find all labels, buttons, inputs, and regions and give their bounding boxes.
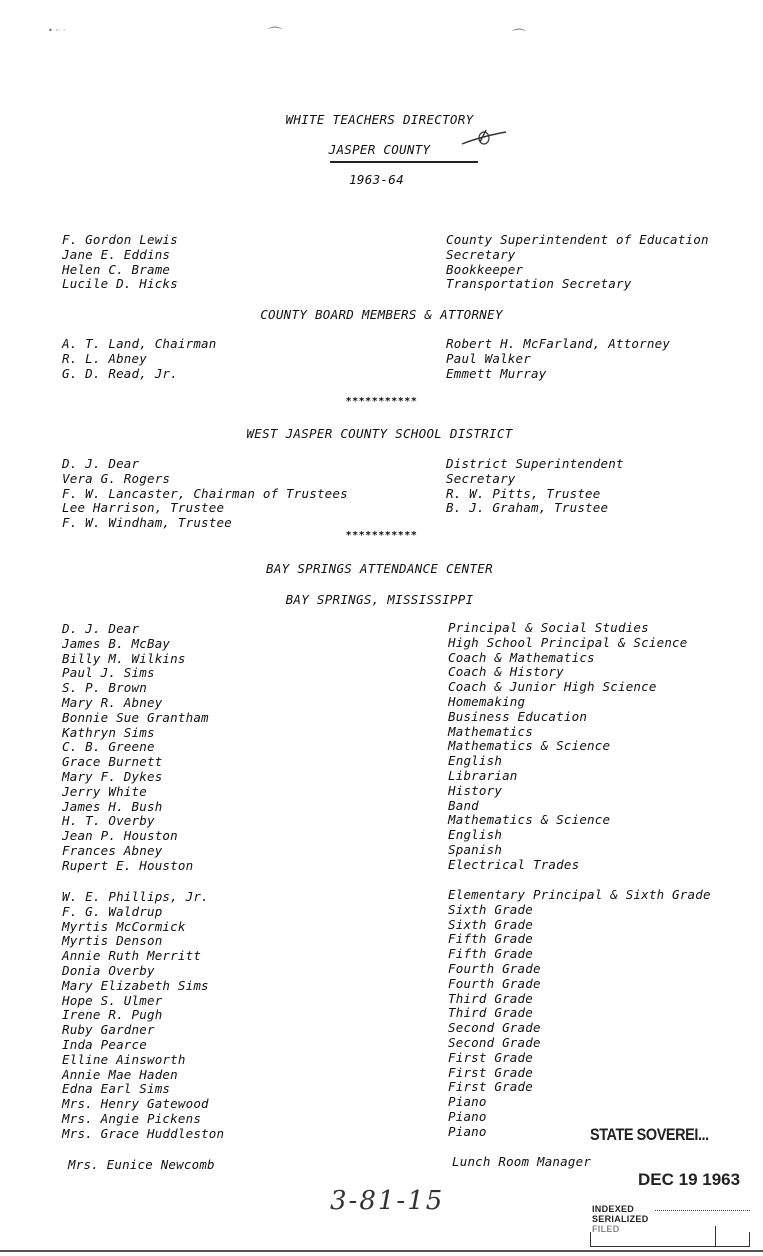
list-item: F. Gordon Lewis <box>62 232 178 247</box>
list-item: Billy M. Wilkins <box>62 650 186 666</box>
list-item: Secretary <box>446 246 516 262</box>
list-item: First Grade <box>448 1049 533 1065</box>
list-item: Fourth Grade <box>448 975 541 991</box>
lunch-manager-name: Mrs. Eunice Newcomb <box>68 1157 215 1172</box>
list-item: Kathryn Sims <box>62 724 155 740</box>
center-location: BAY SPRINGS, MISSISSIPPI <box>285 592 474 607</box>
list-item: Jerry White <box>62 783 147 799</box>
elementary-names <box>62 890 224 1142</box>
stamp-indexed: INDEXED <box>592 1204 635 1214</box>
list-item: Paul J. Sims <box>62 665 155 681</box>
center-heading: BAY SPRINGS ATTENDANCE CENTER <box>266 561 493 576</box>
high-roles <box>448 621 688 873</box>
list-item: High School Principal & Science <box>448 634 688 650</box>
list-item: Band <box>448 797 479 813</box>
list-item: Lucile D. Hicks <box>62 276 178 292</box>
list-item: First Grade <box>448 1064 533 1080</box>
list-item: F. W. Lancaster, Chairman of Trustees <box>62 485 348 501</box>
list-item: Ruby Gardner <box>62 1022 155 1038</box>
district-left <box>62 457 348 531</box>
stamp-serialized: SERIALIZED <box>592 1214 649 1224</box>
list-item: Mary Elizabeth Sims <box>62 977 209 993</box>
list-item: Mary F. Dykes <box>62 768 163 784</box>
list-item: Inda Pearce <box>62 1036 147 1052</box>
list-item: Grace Burnett <box>62 754 163 770</box>
list-item: Robert H. McFarland, Attorney <box>446 336 671 351</box>
list-item: Lee Harrison, Trustee <box>62 500 225 516</box>
county-title: JASPER COUNTY <box>328 142 431 157</box>
bottom-edge-line <box>0 1250 763 1252</box>
list-item: Business Education <box>448 708 588 724</box>
list-item: R. W. Pitts, Trustee <box>446 485 601 501</box>
list-item: C. B. Greene <box>62 739 155 755</box>
list-item: Annie Mae Haden <box>62 1066 178 1082</box>
list-item: Mrs. Angie Pickens <box>62 1110 202 1126</box>
list-item: Frances Abney <box>62 842 163 858</box>
handwritten-tick <box>458 126 510 154</box>
stamp-box <box>590 1232 750 1247</box>
list-item: Mathematics & Science <box>448 812 611 828</box>
list-item: Second Grade <box>448 1034 541 1050</box>
stamp-box-divider <box>715 1226 716 1246</box>
list-item: R. L. Abney <box>62 350 147 366</box>
list-item: W. E. Phillips, Jr. <box>62 889 209 904</box>
list-item: Mathematics <box>448 723 533 739</box>
list-item: Mathematics & Science <box>448 738 611 754</box>
handwritten-file-number: 3-81-15 <box>330 1186 445 1216</box>
list-item: D. J. Dear <box>62 456 140 471</box>
list-item: S. P. Brown <box>62 680 147 696</box>
list-item: Emmett Murray <box>446 365 547 381</box>
header-rule <box>330 161 478 163</box>
list-item: Mrs. Grace Huddleston <box>62 1125 225 1141</box>
list-item: Fifth Grade <box>448 946 533 962</box>
list-item: Transportation Secretary <box>446 276 632 292</box>
list-item: Second Grade <box>448 1020 541 1036</box>
list-item: Coach & History <box>448 664 564 680</box>
list-item: Elementary Principal & Sixth Grade <box>448 887 711 902</box>
list-item: Librarian <box>448 767 518 783</box>
list-item: Myrtis McCormick <box>62 918 186 934</box>
list-item: Coach & Junior High Science <box>448 679 657 695</box>
list-item: Sixth Grade <box>448 901 533 917</box>
list-item: Principal & Social Studies <box>448 620 649 635</box>
directory-title: WHITE TEACHERS DIRECTORY <box>285 112 474 127</box>
elementary-roles <box>448 888 711 1140</box>
list-item: Annie Ruth Merritt <box>62 948 202 964</box>
separator: *********** <box>345 396 418 407</box>
district-heading: WEST JASPER COUNTY SCHOOL DISTRICT <box>246 426 513 441</box>
scan-mark: • ·· · <box>48 26 66 35</box>
list-item: Irene R. Pugh <box>62 1007 163 1023</box>
list-item: County Superintendent of Education <box>446 232 709 247</box>
stamp-title: STATE SOVEREI... <box>590 1125 709 1144</box>
list-item: Jane E. Eddins <box>62 246 171 262</box>
list-item: Piano <box>448 1108 487 1124</box>
list-item: Spanish <box>448 841 503 857</box>
list-item: Piano <box>448 1094 487 1110</box>
list-item: History <box>448 782 503 798</box>
lunch-manager-role: Lunch Room Manager <box>452 1154 592 1169</box>
list-item: G. D. Read, Jr. <box>62 365 178 381</box>
list-item: English <box>448 827 503 843</box>
county-office-roles <box>446 233 709 292</box>
list-item: District Superintendent <box>446 456 624 471</box>
list-item: First Grade <box>448 1079 533 1095</box>
high-names <box>62 622 209 874</box>
list-item: Fourth Grade <box>448 960 541 976</box>
county-office-names <box>62 233 178 292</box>
board-heading: COUNTY BOARD MEMBERS & ATTORNEY <box>260 307 503 322</box>
board-right <box>446 337 670 381</box>
list-item: Mary R. Abney <box>62 694 163 710</box>
stamp-date: DEC 19 1963 <box>638 1170 741 1189</box>
list-item: Bookkeeper <box>446 261 524 277</box>
stamp-filed: FILED <box>592 1224 620 1234</box>
list-item: Sixth Grade <box>448 916 533 932</box>
scan-mark: ⌒ <box>268 27 282 43</box>
list-item: H. T. Overby <box>62 813 155 829</box>
list-item: F. W. Windham, Trustee <box>62 515 232 531</box>
list-item: Jean P. Houston <box>62 828 178 844</box>
scan-mark: ⌒ <box>512 29 526 45</box>
district-right <box>446 457 624 516</box>
year-title: 1963-64 <box>349 172 404 187</box>
list-item: Electrical Trades <box>448 856 580 872</box>
list-item: Third Grade <box>448 990 533 1006</box>
list-item: Helen C. Brame <box>62 261 171 277</box>
list-item: Elline Ainsworth <box>62 1051 186 1067</box>
list-item: F. G. Waldrup <box>62 903 163 919</box>
list-item: Mrs. Henry Gatewood <box>62 1096 209 1112</box>
list-item: B. J. Graham, Trustee <box>446 500 609 516</box>
list-item: Edna Earl Sims <box>62 1081 171 1097</box>
list-item: Coach & Mathematics <box>448 649 595 665</box>
list-item: Donia Overby <box>62 962 155 978</box>
list-item: Bonnie Sue Grantham <box>62 709 209 725</box>
list-item: Hope S. Ulmer <box>62 992 163 1008</box>
separator: *********** <box>345 530 418 541</box>
list-item: A. T. Land, Chairman <box>62 336 217 351</box>
list-item: D. J. Dear <box>62 621 140 636</box>
list-item: English <box>448 753 503 769</box>
board-left <box>62 337 217 381</box>
list-item: Third Grade <box>448 1005 533 1021</box>
list-item: Vera G. Rogers <box>62 470 171 486</box>
list-item: Rupert E. Houston <box>62 857 194 873</box>
list-item: Secretary <box>446 470 516 486</box>
list-item: James B. McBay <box>62 635 171 651</box>
list-item: Fifth Grade <box>448 931 533 947</box>
list-item: Piano <box>448 1123 487 1139</box>
list-item: Homemaking <box>448 693 526 709</box>
list-item: Paul Walker <box>446 350 531 366</box>
list-item: James H. Bush <box>62 798 163 814</box>
list-item: Myrtis Denson <box>62 933 163 949</box>
